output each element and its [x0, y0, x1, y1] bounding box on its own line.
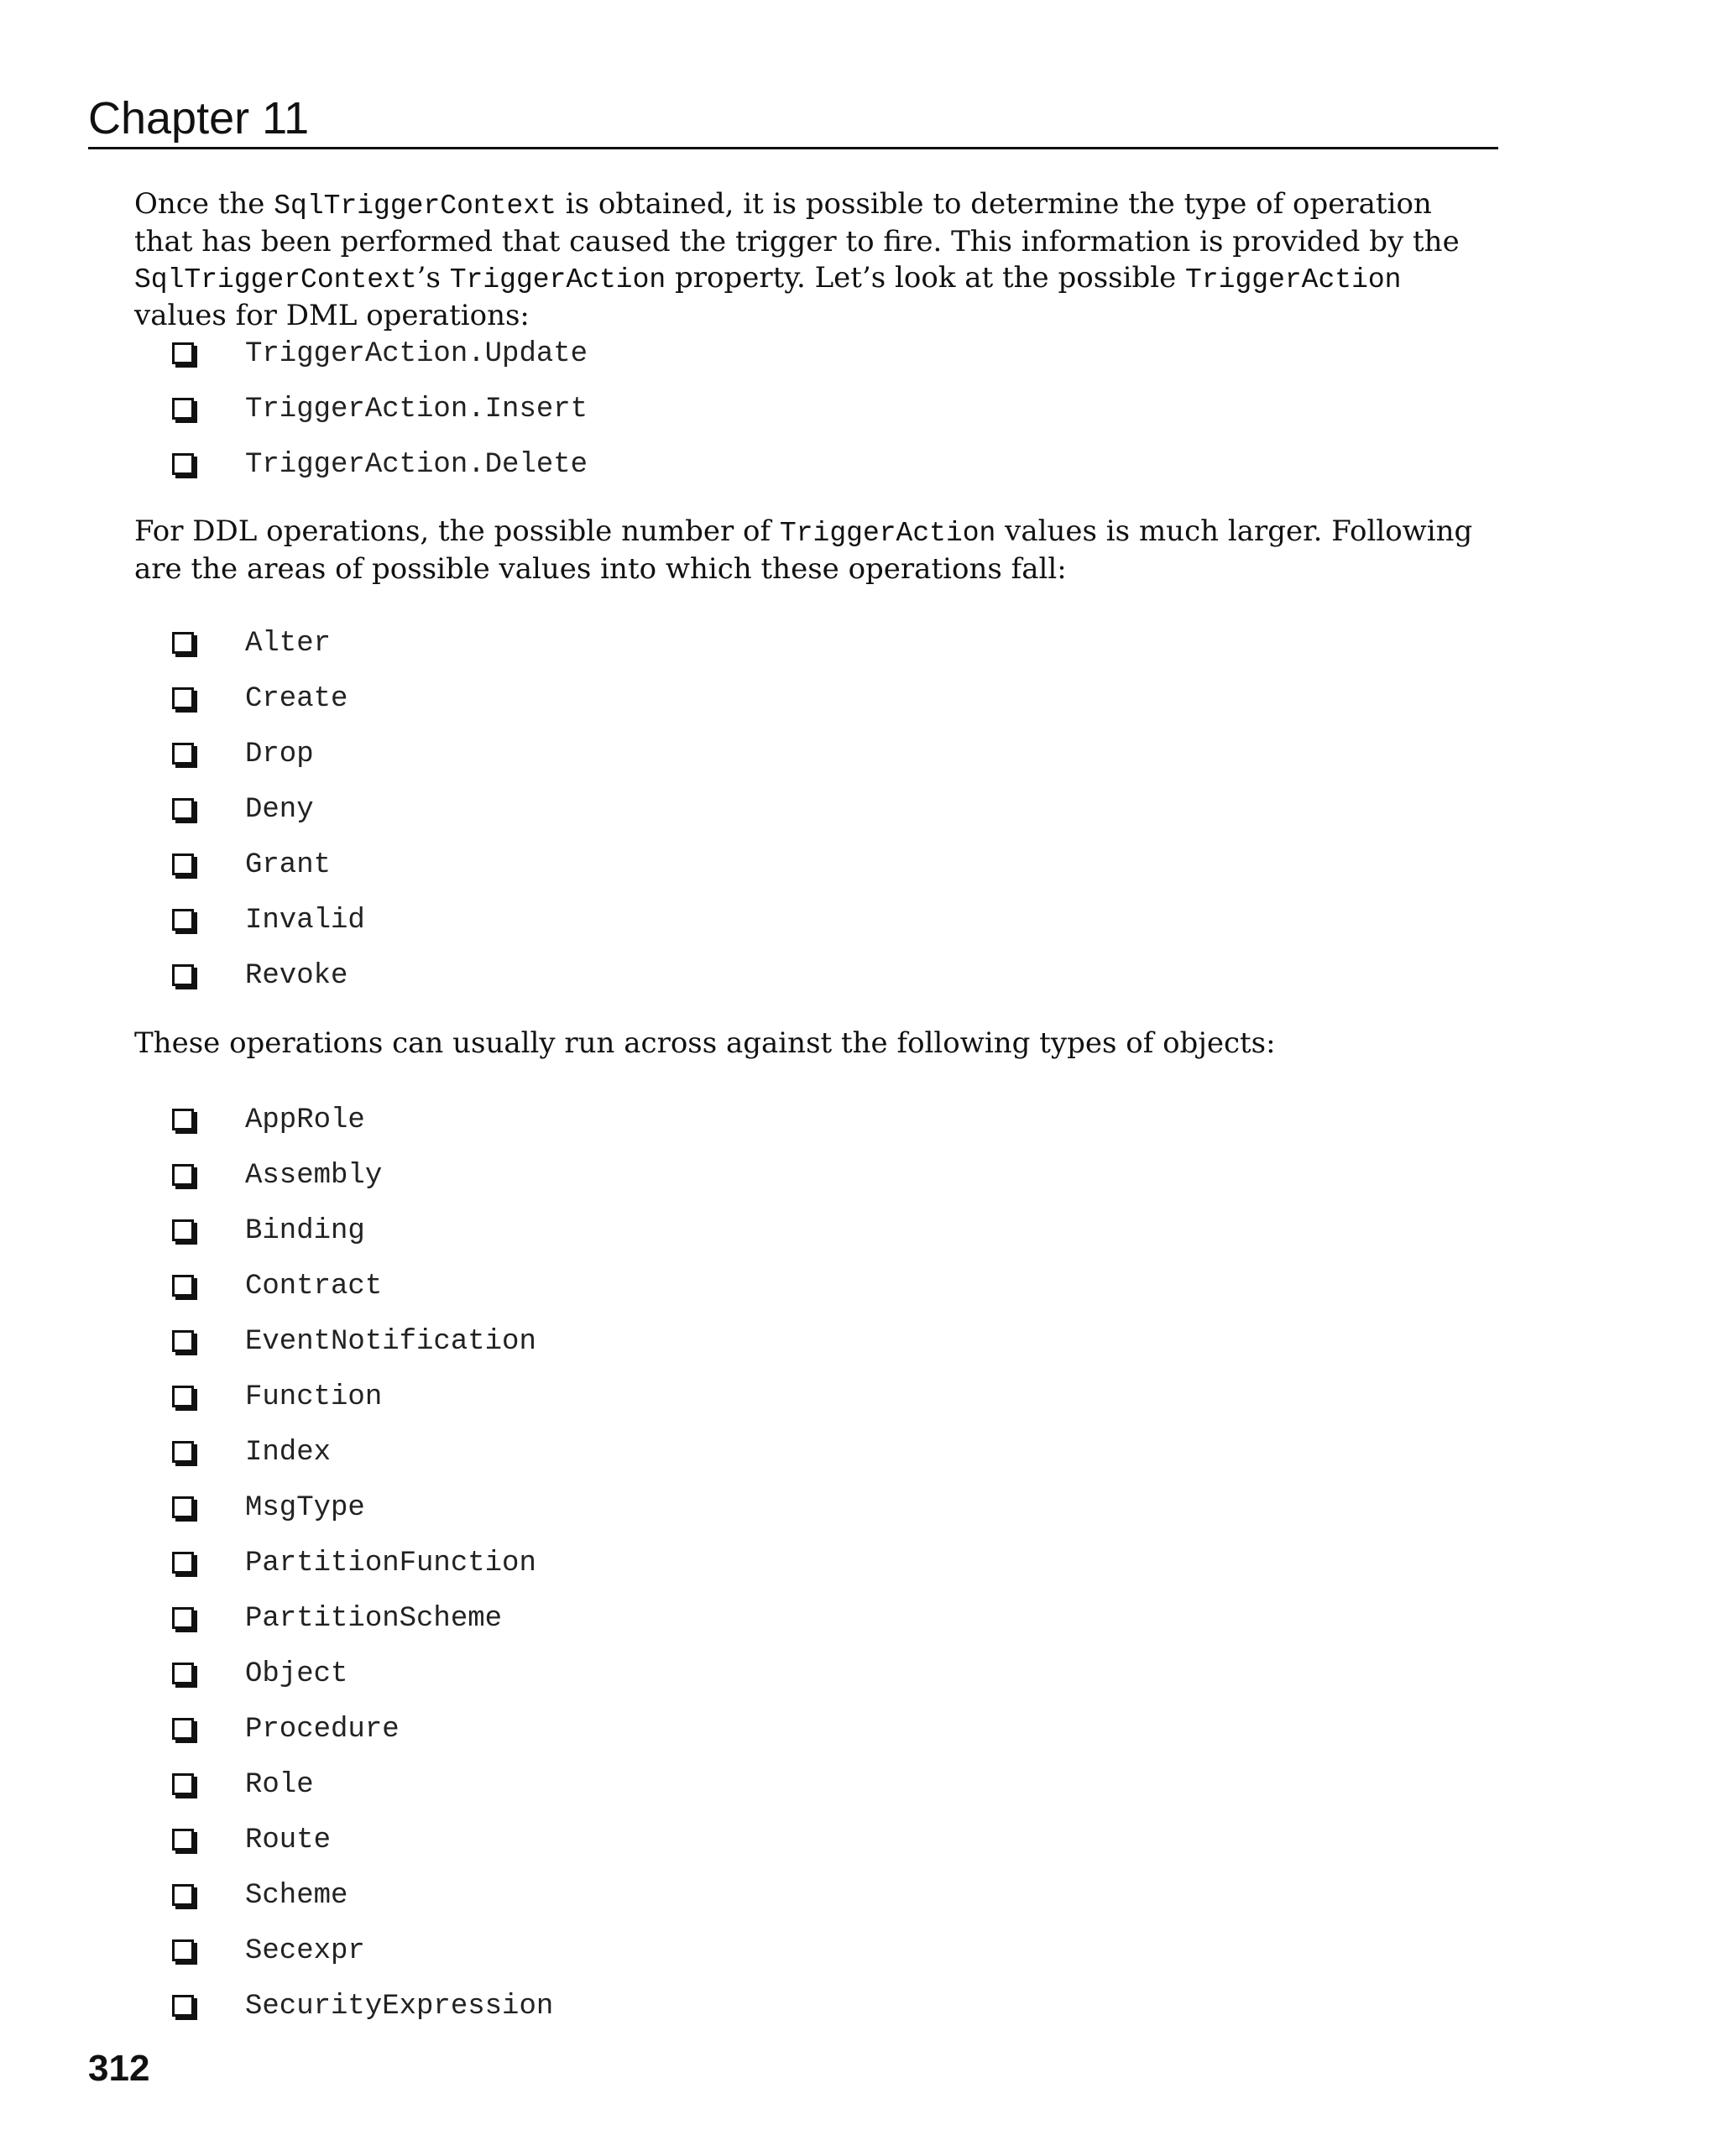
inline-code: TriggerAction: [449, 264, 666, 295]
checkbox-bullet-icon: [172, 1386, 194, 1407]
inline-code: TriggerAction: [1185, 264, 1402, 295]
paragraph-text: property. Let’s look at the possible: [666, 261, 1186, 295]
checkbox-bullet-icon: [172, 1884, 194, 1906]
checkbox-bullet-icon: [172, 1829, 194, 1851]
paragraph-text: values for DML operations:: [134, 299, 530, 332]
paragraph-text: These operations can usually run across against the following types of objects:: [134, 1026, 1276, 1060]
checkbox-bullet-icon: [172, 1441, 194, 1463]
list-item-label: TriggerAction.Insert: [245, 394, 588, 425]
list-item-label: Contract: [245, 1271, 383, 1302]
list-item-label: Function: [245, 1381, 383, 1413]
list-item-label: Drop: [245, 739, 314, 770]
checkbox-bullet-icon: [172, 342, 194, 364]
list-item-label: Alter: [245, 628, 332, 660]
checkbox-bullet-icon: [172, 854, 194, 875]
list-item-label: Revoke: [245, 960, 348, 992]
checkbox-bullet-icon: [172, 1607, 194, 1629]
page-header: [88, 88, 1498, 149]
checkbox-bullet-icon: [172, 1939, 194, 1961]
list-item-label: Index: [245, 1437, 332, 1469]
paragraph-text: For DDL operations, the possible number of: [134, 514, 780, 548]
checkbox-bullet-icon: [172, 1275, 194, 1297]
checkbox-bullet-icon: [172, 743, 194, 765]
checkbox-bullet-icon: [172, 398, 194, 420]
checkbox-bullet-icon: [172, 1219, 194, 1241]
checkbox-bullet-icon: [172, 1773, 194, 1795]
list-item-label: Binding: [245, 1215, 365, 1247]
checkbox-bullet-icon: [172, 632, 194, 654]
checkbox-bullet-icon: [172, 1109, 194, 1130]
paragraph-text: ’s: [416, 261, 450, 295]
checkbox-bullet-icon: [172, 798, 194, 820]
inline-code: SqlTriggerContext: [134, 264, 417, 295]
checkbox-bullet-icon: [172, 1552, 194, 1574]
paragraph-text: values is much larger. Following are the areas of possible values into which these operations fall:: [134, 514, 1473, 586]
list-item-label: Create: [245, 683, 348, 715]
list-item-label: SecurityExpression: [245, 1991, 554, 2023]
checkbox-bullet-icon: [172, 1995, 194, 2017]
list-item-label: AppRole: [245, 1104, 365, 1136]
list-item-label: Route: [245, 1825, 332, 1856]
checkbox-bullet-icon: [172, 1718, 194, 1740]
list-item-label: TriggerAction.Update: [245, 338, 588, 370]
list-item-label: Scheme: [245, 1880, 348, 1912]
inline-code: SqlTriggerContext: [274, 191, 556, 222]
list-item-label: Assembly: [245, 1160, 383, 1192]
list-item-label: Secexpr: [245, 1935, 365, 1967]
checkbox-bullet-icon: [172, 964, 194, 986]
checkbox-bullet-icon: [172, 687, 194, 709]
list-item-label: Object: [245, 1658, 348, 1690]
list-item-label: PartitionScheme: [245, 1603, 503, 1635]
list-item-label: Deny: [245, 794, 314, 826]
chapter-title: Chapter 11: [88, 93, 310, 144]
ddl-paragraph: [134, 514, 1498, 587]
checkbox-bullet-icon: [172, 453, 194, 475]
list-item-label: Invalid: [245, 905, 365, 937]
objects-paragraph: [134, 1026, 1498, 1062]
paragraph-text: is obtained, it is possible to determine the type of operation that has been performed that caused the trigger to fire. This information is provided by the: [134, 187, 1460, 258]
checkbox-bullet-icon: [172, 1496, 194, 1518]
paragraph-text: Once the: [134, 187, 274, 221]
list-item-label: EventNotification: [245, 1326, 536, 1358]
list-item-label: MsgType: [245, 1492, 365, 1524]
checkbox-bullet-icon: [172, 1164, 194, 1186]
list-item-label: Grant: [245, 849, 332, 881]
checkbox-bullet-icon: [172, 1330, 194, 1352]
checkbox-bullet-icon: [172, 909, 194, 931]
list-item-label: TriggerAction.Delete: [245, 449, 588, 481]
checkbox-bullet-icon: [172, 1663, 194, 1684]
page-number: 312: [88, 2048, 150, 2089]
list-item-label: PartitionFunction: [245, 1548, 536, 1579]
list-item-label: Role: [245, 1769, 314, 1801]
list-item-label: Procedure: [245, 1714, 400, 1746]
inline-code: TriggerAction: [779, 518, 996, 549]
intro-paragraph: [134, 186, 1498, 334]
